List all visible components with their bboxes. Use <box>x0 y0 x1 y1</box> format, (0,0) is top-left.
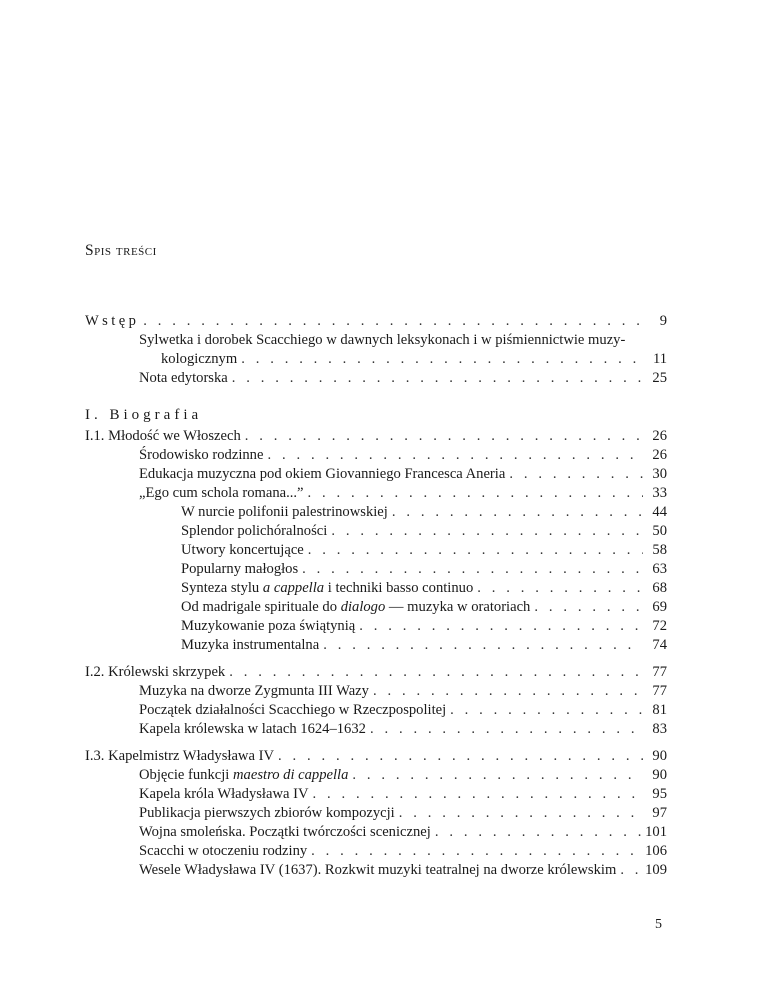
toc-subentry[interactable] <box>85 522 667 541</box>
toc-subentry[interactable] <box>85 636 667 655</box>
toc-page-number: 81 <box>652 702 667 718</box>
dot-leader <box>370 720 643 739</box>
dot-leader <box>313 785 643 804</box>
toc-entry-label: W nurcie polifonii palestrinowskiej <box>181 504 388 520</box>
toc-entry[interactable] <box>85 861 667 880</box>
page-title: Spis treści <box>85 242 157 260</box>
dot-leader <box>534 598 643 617</box>
toc-page-number: 50 <box>652 523 667 539</box>
toc-page-number: 95 <box>652 786 667 802</box>
toc-page-number: 58 <box>652 542 667 558</box>
toc-entry-label: Od madrigale spirituale do dialogo — muzyka w oratoriach <box>181 599 531 615</box>
toc-subentry[interactable] <box>85 541 667 560</box>
dot-leader <box>435 823 641 842</box>
dot-leader <box>323 636 643 655</box>
toc-entry[interactable] <box>85 804 667 823</box>
toc-page-number: 74 <box>652 637 667 653</box>
toc-subentry[interactable] <box>85 617 667 636</box>
toc-page-number: 90 <box>652 748 667 764</box>
dot-leader <box>232 369 643 388</box>
toc-subentry[interactable] <box>85 560 667 579</box>
toc-page-number: 30 <box>652 466 667 482</box>
toc-entry-label: Początek działalności Scacchiego w Rzeczpospolitej <box>139 702 447 718</box>
toc-page-number: 77 <box>652 683 667 699</box>
dot-leader <box>399 804 643 823</box>
dot-leader <box>241 350 643 369</box>
dot-leader <box>450 701 643 720</box>
toc-page-number: 106 <box>645 843 667 859</box>
toc-page-number: 97 <box>652 805 667 821</box>
toc-entry-chapter-1[interactable] <box>85 427 667 446</box>
toc-entry[interactable] <box>85 701 667 720</box>
dot-leader <box>302 560 643 579</box>
toc-entry[interactable] <box>85 446 667 465</box>
toc-subentry[interactable] <box>85 579 667 598</box>
toc-entry-intro[interactable] <box>85 312 667 331</box>
toc-entry-chapter-2[interactable] <box>85 663 667 682</box>
toc-entry[interactable] <box>85 766 667 785</box>
dot-leader <box>311 842 641 861</box>
toc-entry-label-cont: kologicznym <box>161 351 238 367</box>
toc-entry-label: Publikacja pierwszych zbiorów kompozycji <box>139 805 395 821</box>
toc-page-number: 9 <box>659 313 667 329</box>
toc-entry[interactable] <box>85 842 667 861</box>
dot-leader <box>331 522 643 541</box>
toc-entry-label: Muzyka instrumentalna <box>181 637 320 653</box>
toc-page-number: 77 <box>652 664 667 680</box>
toc-page-number: 26 <box>652 447 667 463</box>
toc-page-number: 68 <box>652 580 667 596</box>
toc-entry-label: I.3. Kapelmistrz Władysława IV <box>85 748 274 764</box>
toc-entry-label: I.2. Królewski skrzypek <box>85 664 226 680</box>
toc-page-number: 69 <box>652 599 667 615</box>
toc-subentry[interactable] <box>85 598 667 617</box>
dot-leader <box>267 446 643 465</box>
dot-leader <box>477 579 643 598</box>
toc-entry[interactable] <box>85 720 667 739</box>
dot-leader <box>392 503 643 522</box>
toc-entry-label: Wstęp <box>85 313 140 329</box>
dot-leader <box>509 465 643 484</box>
toc-entry[interactable] <box>85 465 667 484</box>
toc-entry[interactable] <box>85 682 667 701</box>
toc-entry[interactable] <box>85 823 667 842</box>
toc-entry-label: Wojna smoleńska. Początki twórczości scenicznej <box>139 824 431 840</box>
toc-page-number: 83 <box>652 721 667 737</box>
toc-page-number: 33 <box>652 485 667 501</box>
toc-page-number: 101 <box>645 824 667 840</box>
toc-page-number: 63 <box>652 561 667 577</box>
toc-page-number: 90 <box>652 767 667 783</box>
dot-leader <box>373 682 643 701</box>
toc-page-number: 44 <box>652 504 667 520</box>
dot-leader <box>308 541 643 560</box>
toc-entry-label: Środowisko rodzinne <box>139 447 264 463</box>
dot-leader <box>143 312 643 331</box>
toc-entry[interactable] <box>85 785 667 804</box>
toc-entry-label: Edukacja muzyczna pod okiem Giovanniego Francesca Aneria <box>139 466 506 482</box>
table-of-contents <box>85 312 667 880</box>
toc-entry-nota[interactable] <box>85 369 667 388</box>
toc-entry-label: Muzykowanie poza świątynią <box>181 618 356 634</box>
toc-entry[interactable] <box>85 484 667 503</box>
toc-subentry[interactable] <box>85 503 667 522</box>
toc-page-number: 72 <box>652 618 667 634</box>
toc-entry-label: Utwory koncertujące <box>181 542 304 558</box>
dot-leader <box>620 861 641 880</box>
toc-entry-sylwetka[interactable] <box>85 331 667 369</box>
dot-leader <box>308 484 643 503</box>
dot-leader <box>229 663 643 682</box>
toc-entry-label: „Ego cum schola romana...” <box>139 485 304 501</box>
toc-entry-label: Objęcie funkcji maestro di cappella <box>139 767 349 783</box>
toc-page-number: 11 <box>652 351 667 367</box>
toc-entry-label: Popularny małogłos <box>181 561 299 577</box>
part-heading: I. Biografia <box>85 407 203 423</box>
toc-entry-label: I.1. Młodość we Włoszech <box>85 428 241 444</box>
toc-entry-label: Splendor polichóralności <box>181 523 328 539</box>
toc-page-number: 26 <box>652 428 667 444</box>
toc-page-number: 25 <box>652 370 667 386</box>
toc-entry-label: Synteza stylu a cappella i techniki basso continuo <box>181 580 474 596</box>
dot-leader <box>359 617 643 636</box>
toc-entry-label: Sylwetka i dorobek Scacchiego w dawnych leksykonach i w piśmiennictwie muzy- <box>139 332 626 348</box>
toc-entry-label: Scacchi w otoczeniu rodziny <box>139 843 308 859</box>
toc-entry-label: Nota edytorska <box>139 370 228 386</box>
dot-leader <box>278 747 643 766</box>
toc-entry-label: Wesele Władysława IV (1637). Rozkwit muzyki teatralnej na dworze królewskim <box>139 862 617 878</box>
toc-entry-label: Muzyka na dworze Zygmunta III Wazy <box>139 683 369 699</box>
toc-entry-chapter-3[interactable] <box>85 747 667 766</box>
dot-leader <box>245 427 643 446</box>
toc-page-number: 109 <box>645 862 667 878</box>
toc-entry-label: Kapela króla Władysława IV <box>139 786 309 802</box>
toc-entry-label: Kapela królewska w latach 1624–1632 <box>139 721 366 737</box>
dot-leader <box>352 766 643 785</box>
page-number: 5 <box>655 917 662 932</box>
